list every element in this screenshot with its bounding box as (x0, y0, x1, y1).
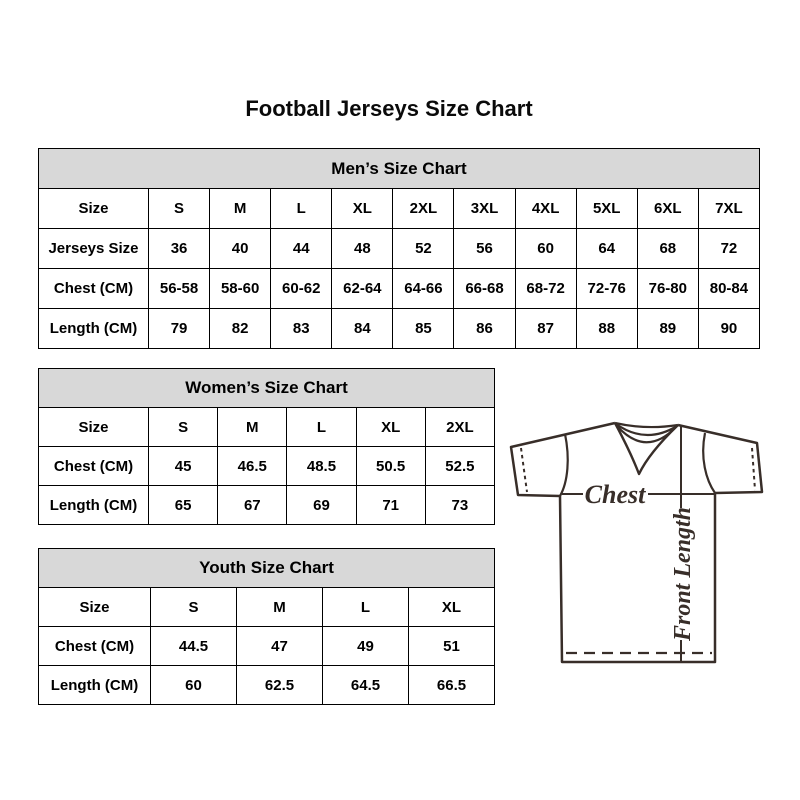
value-cell: 6XL (637, 189, 698, 229)
value-cell: M (210, 189, 271, 229)
value-cell: 64.5 (323, 666, 409, 705)
value-cell: 52 (393, 229, 454, 269)
value-cell: 72 (698, 229, 759, 269)
value-cell: 49 (323, 627, 409, 666)
table-row (39, 269, 760, 309)
youth-table-title: Youth Size Chart (39, 549, 495, 588)
right-cuff-stitch-line (752, 448, 755, 490)
table-row (39, 588, 495, 627)
value-cell: 56-58 (149, 269, 210, 309)
row-header-cell: Size (39, 408, 149, 447)
value-cell: XL (409, 588, 495, 627)
row-header-cell: Chest (CM) (39, 269, 149, 309)
value-cell: 64 (576, 229, 637, 269)
value-cell: 66-68 (454, 269, 515, 309)
table-row (39, 408, 495, 447)
page-title: Football Jerseys Size Chart (245, 96, 533, 121)
value-cell: 46.5 (218, 447, 287, 486)
value-cell: 60 (515, 229, 576, 269)
value-cell: 69 (287, 486, 356, 525)
value-cell: 50.5 (356, 447, 425, 486)
value-cell: 51 (409, 627, 495, 666)
row-header-cell: Chest (CM) (39, 447, 149, 486)
value-cell: 90 (698, 309, 759, 349)
value-cell: M (218, 408, 287, 447)
womens-size-chart-table (38, 368, 495, 525)
value-cell: 88 (576, 309, 637, 349)
table-row (39, 309, 760, 349)
value-cell: 76-80 (637, 269, 698, 309)
value-cell: 85 (393, 309, 454, 349)
value-cell: 48.5 (287, 447, 356, 486)
value-cell: 58-60 (210, 269, 271, 309)
table-row (39, 627, 495, 666)
right-armhole-seam (703, 433, 715, 493)
value-cell: 60-62 (271, 269, 332, 309)
left-armhole-seam (560, 434, 568, 496)
left-cuff-stitch-line (521, 448, 527, 492)
youth-size-chart-table (38, 548, 495, 705)
value-cell: S (149, 408, 218, 447)
value-cell: L (287, 408, 356, 447)
value-cell: 72-76 (576, 269, 637, 309)
value-cell: 4XL (515, 189, 576, 229)
row-header-cell: Length (CM) (39, 666, 151, 705)
value-cell: 47 (237, 627, 323, 666)
row-header-cell: Length (CM) (39, 486, 149, 525)
value-cell: 56 (454, 229, 515, 269)
row-header-cell: Chest (CM) (39, 627, 151, 666)
table-row (39, 229, 760, 269)
jersey-measurement-diagram (500, 398, 780, 673)
value-cell: 3XL (454, 189, 515, 229)
youth-table-title-row (39, 549, 495, 588)
value-cell: 73 (425, 486, 494, 525)
value-cell: 83 (271, 309, 332, 349)
value-cell: XL (356, 408, 425, 447)
mens-table-title: Men’s Size Chart (39, 149, 760, 189)
value-cell: 45 (149, 447, 218, 486)
table-row (39, 486, 495, 525)
value-cell: L (271, 189, 332, 229)
value-cell: 64-66 (393, 269, 454, 309)
value-cell: S (151, 588, 237, 627)
mens-size-chart-table (38, 148, 760, 349)
value-cell: 5XL (576, 189, 637, 229)
value-cell: 52.5 (425, 447, 494, 486)
value-cell: 2XL (393, 189, 454, 229)
value-cell: 89 (637, 309, 698, 349)
value-cell: 80-84 (698, 269, 759, 309)
table-row (39, 666, 495, 705)
womens-table-title-row (39, 369, 495, 408)
row-header-cell: Size (39, 588, 151, 627)
chest-label: Chest (584, 480, 646, 509)
value-cell: 71 (356, 486, 425, 525)
value-cell: 62-64 (332, 269, 393, 309)
row-header-cell: Length (CM) (39, 309, 149, 349)
value-cell: M (237, 588, 323, 627)
youth-table-body (39, 588, 495, 705)
value-cell: 86 (454, 309, 515, 349)
value-cell: 48 (332, 229, 393, 269)
value-cell: 40 (210, 229, 271, 269)
value-cell: 44.5 (151, 627, 237, 666)
mens-table-body (39, 189, 760, 349)
table-row (39, 447, 495, 486)
value-cell: S (149, 189, 210, 229)
value-cell: 44 (271, 229, 332, 269)
table-row (39, 189, 760, 229)
value-cell: 7XL (698, 189, 759, 229)
value-cell: 60 (151, 666, 237, 705)
value-cell: 84 (332, 309, 393, 349)
womens-table-title: Women’s Size Chart (39, 369, 495, 408)
value-cell: 65 (149, 486, 218, 525)
value-cell: L (323, 588, 409, 627)
value-cell: 82 (210, 309, 271, 349)
womens-table-body (39, 408, 495, 525)
collar-top-edge (615, 423, 678, 427)
value-cell: 66.5 (409, 666, 495, 705)
value-cell: 67 (218, 486, 287, 525)
row-header-cell: Size (39, 189, 149, 229)
value-cell: XL (332, 189, 393, 229)
front-length-label: Front Length (670, 506, 696, 642)
jersey-outline-path (511, 423, 762, 662)
value-cell: 62.5 (237, 666, 323, 705)
value-cell: 36 (149, 229, 210, 269)
value-cell: 68-72 (515, 269, 576, 309)
value-cell: 79 (149, 309, 210, 349)
value-cell: 68 (637, 229, 698, 269)
mens-table-title-row (39, 149, 760, 189)
row-header-cell: Jerseys Size (39, 229, 149, 269)
value-cell: 87 (515, 309, 576, 349)
value-cell: 2XL (425, 408, 494, 447)
